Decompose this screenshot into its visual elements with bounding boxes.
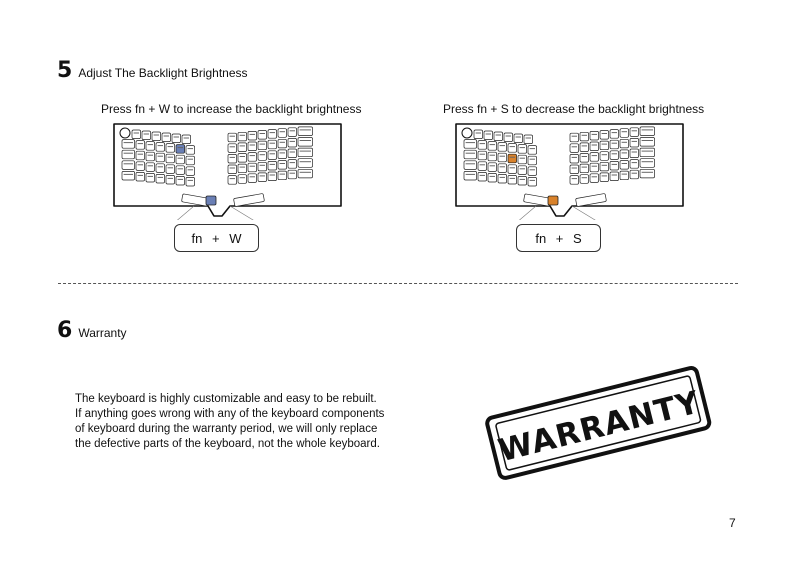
keycap — [474, 130, 483, 139]
keycap — [570, 154, 579, 163]
warranty-paragraph — [75, 392, 415, 452]
keycap — [620, 150, 629, 159]
keycap — [186, 156, 195, 165]
keycap — [528, 146, 537, 155]
keycap — [518, 145, 527, 154]
keycap — [464, 140, 477, 149]
left-caption: Press fn + W to increase the backlight brightness — [101, 102, 362, 116]
keycap — [524, 135, 533, 144]
keycap — [228, 133, 237, 142]
keycap — [494, 132, 503, 141]
keycap — [478, 141, 487, 150]
keycap — [156, 143, 165, 152]
keycap — [258, 131, 267, 140]
keycap — [186, 167, 195, 176]
keycap — [488, 163, 497, 172]
keycap — [630, 149, 639, 158]
keycap — [278, 129, 287, 138]
keycap — [640, 169, 655, 178]
keycap — [136, 151, 145, 160]
keycap — [580, 164, 589, 173]
key-combo-fn-s: fn + S — [516, 224, 601, 252]
keycap — [498, 174, 507, 183]
keycap — [610, 161, 619, 170]
keycap — [228, 144, 237, 153]
section-divider — [58, 283, 738, 284]
keycap — [122, 150, 135, 159]
keycap — [176, 166, 185, 175]
keycap — [248, 131, 257, 140]
keycap — [278, 171, 287, 180]
keycap — [630, 128, 639, 137]
keycap — [268, 140, 277, 149]
keycap — [238, 154, 247, 163]
keycap — [630, 160, 639, 169]
keyboard-illustration-decrease — [452, 120, 687, 220]
keycap — [176, 155, 185, 164]
keycap — [528, 156, 537, 165]
keycap — [498, 153, 507, 162]
keycap — [640, 148, 655, 157]
section-6-heading — [57, 318, 127, 343]
paragraph-line: If anything goes wrong with any of the keyboard components — [75, 408, 385, 420]
keycap — [288, 160, 297, 169]
keycap — [238, 143, 247, 152]
keycap — [620, 129, 629, 138]
keycap — [166, 165, 175, 174]
keycap — [142, 131, 151, 140]
keycap — [518, 155, 527, 164]
keycap — [238, 175, 247, 184]
keycap — [570, 133, 579, 142]
keycap — [248, 142, 257, 151]
keycap — [508, 175, 517, 184]
keycap — [464, 161, 477, 170]
keycap — [278, 161, 287, 170]
keycap — [484, 131, 493, 140]
keycap — [238, 132, 247, 141]
keycap — [580, 143, 589, 152]
keycap — [600, 162, 609, 171]
keycap — [298, 169, 313, 178]
keycap — [298, 127, 313, 136]
keycap — [136, 141, 145, 150]
keycap — [640, 159, 655, 168]
section-number: 6 — [57, 318, 73, 343]
keycap — [508, 165, 517, 174]
keycap — [528, 167, 537, 176]
keycap — [122, 161, 135, 170]
keycap — [570, 176, 579, 185]
keycap — [288, 170, 297, 179]
keycap — [488, 152, 497, 161]
keycap — [268, 151, 277, 160]
right-caption: Press fn + S to decrease the backlight brightness — [443, 102, 705, 116]
fn-key-highlight — [548, 196, 558, 205]
keycap — [640, 127, 655, 136]
keycap — [298, 138, 313, 147]
keycap — [610, 130, 619, 139]
keycap — [288, 138, 297, 147]
keycap — [620, 161, 629, 170]
keycap — [630, 138, 639, 147]
keyboard-illustration-increase — [110, 120, 345, 220]
paragraph-line: the defective parts of the keyboard, not the whole keyboard. — [75, 438, 380, 450]
keycap — [590, 163, 599, 172]
keycap — [186, 146, 195, 155]
keycap — [298, 159, 313, 168]
keycap — [610, 172, 619, 181]
keycap — [630, 170, 639, 179]
keycap — [186, 177, 195, 186]
keycap — [132, 130, 141, 139]
paragraph-line: of keyboard during the warranty period, we will only replace — [75, 423, 378, 435]
keycap — [580, 154, 589, 163]
section-number: 5 — [57, 58, 73, 83]
keycap — [146, 152, 155, 161]
keycap — [122, 140, 135, 149]
keycap — [488, 173, 497, 182]
keycap — [610, 140, 619, 149]
keycap — [228, 154, 237, 163]
keycap — [162, 133, 171, 142]
keycap — [620, 139, 629, 148]
keycap — [248, 153, 257, 162]
keycap — [640, 138, 655, 147]
keycap — [228, 165, 237, 174]
keycap — [182, 135, 191, 144]
keycap — [172, 134, 181, 143]
warranty-stamp — [478, 362, 718, 482]
keycap — [498, 143, 507, 152]
keycap — [514, 134, 523, 143]
section-title: Warranty — [78, 326, 127, 340]
key-combo-fn-w: fn + W — [174, 224, 259, 252]
keycap — [248, 163, 257, 172]
keycap — [288, 128, 297, 137]
knob — [120, 128, 130, 138]
keycap — [136, 172, 145, 181]
keycap — [152, 132, 161, 141]
keycap — [268, 161, 277, 170]
paragraph-line: The keyboard is highly customizable and easy to be rebuilt. — [75, 393, 377, 405]
keycap — [248, 174, 257, 183]
page-number: 7 — [729, 516, 736, 530]
keycap — [258, 152, 267, 161]
keycap — [508, 144, 517, 153]
keycap — [580, 132, 589, 141]
keycap — [508, 154, 517, 163]
keycap — [156, 153, 165, 162]
keycap — [122, 171, 135, 180]
keycap — [146, 173, 155, 182]
section-5-heading — [57, 58, 248, 83]
knob — [462, 128, 472, 138]
keycap — [268, 172, 277, 181]
keycap — [580, 175, 589, 184]
keycap — [288, 149, 297, 158]
keycap — [238, 164, 247, 173]
keycap — [278, 139, 287, 148]
keycap — [464, 150, 477, 159]
fn-key-highlight — [206, 196, 216, 205]
keycap — [298, 148, 313, 157]
keycap — [600, 152, 609, 161]
keycap — [146, 163, 155, 172]
keycap — [478, 162, 487, 171]
keycap — [570, 144, 579, 153]
section-title: Adjust The Backlight Brightness — [78, 66, 248, 80]
keycap — [590, 174, 599, 183]
keycap — [590, 131, 599, 140]
keycap — [600, 131, 609, 140]
keycap — [488, 142, 497, 151]
keycap — [166, 144, 175, 153]
keycap — [528, 177, 537, 186]
keycap — [258, 162, 267, 171]
keycap — [498, 164, 507, 173]
keycap — [570, 165, 579, 174]
keycap — [518, 176, 527, 185]
keycap — [136, 162, 145, 171]
keycap — [278, 150, 287, 159]
keycap — [590, 142, 599, 151]
keycap — [478, 172, 487, 181]
keycap — [518, 166, 527, 175]
keycap — [228, 176, 237, 185]
keycap — [176, 145, 185, 154]
keycap — [156, 174, 165, 183]
keycap — [166, 154, 175, 163]
stamp-text: WARRANTY — [494, 384, 704, 470]
keycap — [610, 151, 619, 160]
keycap — [156, 164, 165, 173]
keycap — [258, 173, 267, 182]
keycap — [146, 142, 155, 151]
keycap — [600, 173, 609, 182]
keycap — [258, 141, 267, 150]
keycap — [166, 175, 175, 184]
keycap — [600, 141, 609, 150]
keycap — [464, 171, 477, 180]
keycap — [590, 153, 599, 162]
keycap — [176, 176, 185, 185]
keycap — [620, 171, 629, 180]
keycap — [478, 151, 487, 160]
keycap — [504, 133, 513, 142]
keycap — [268, 130, 277, 139]
